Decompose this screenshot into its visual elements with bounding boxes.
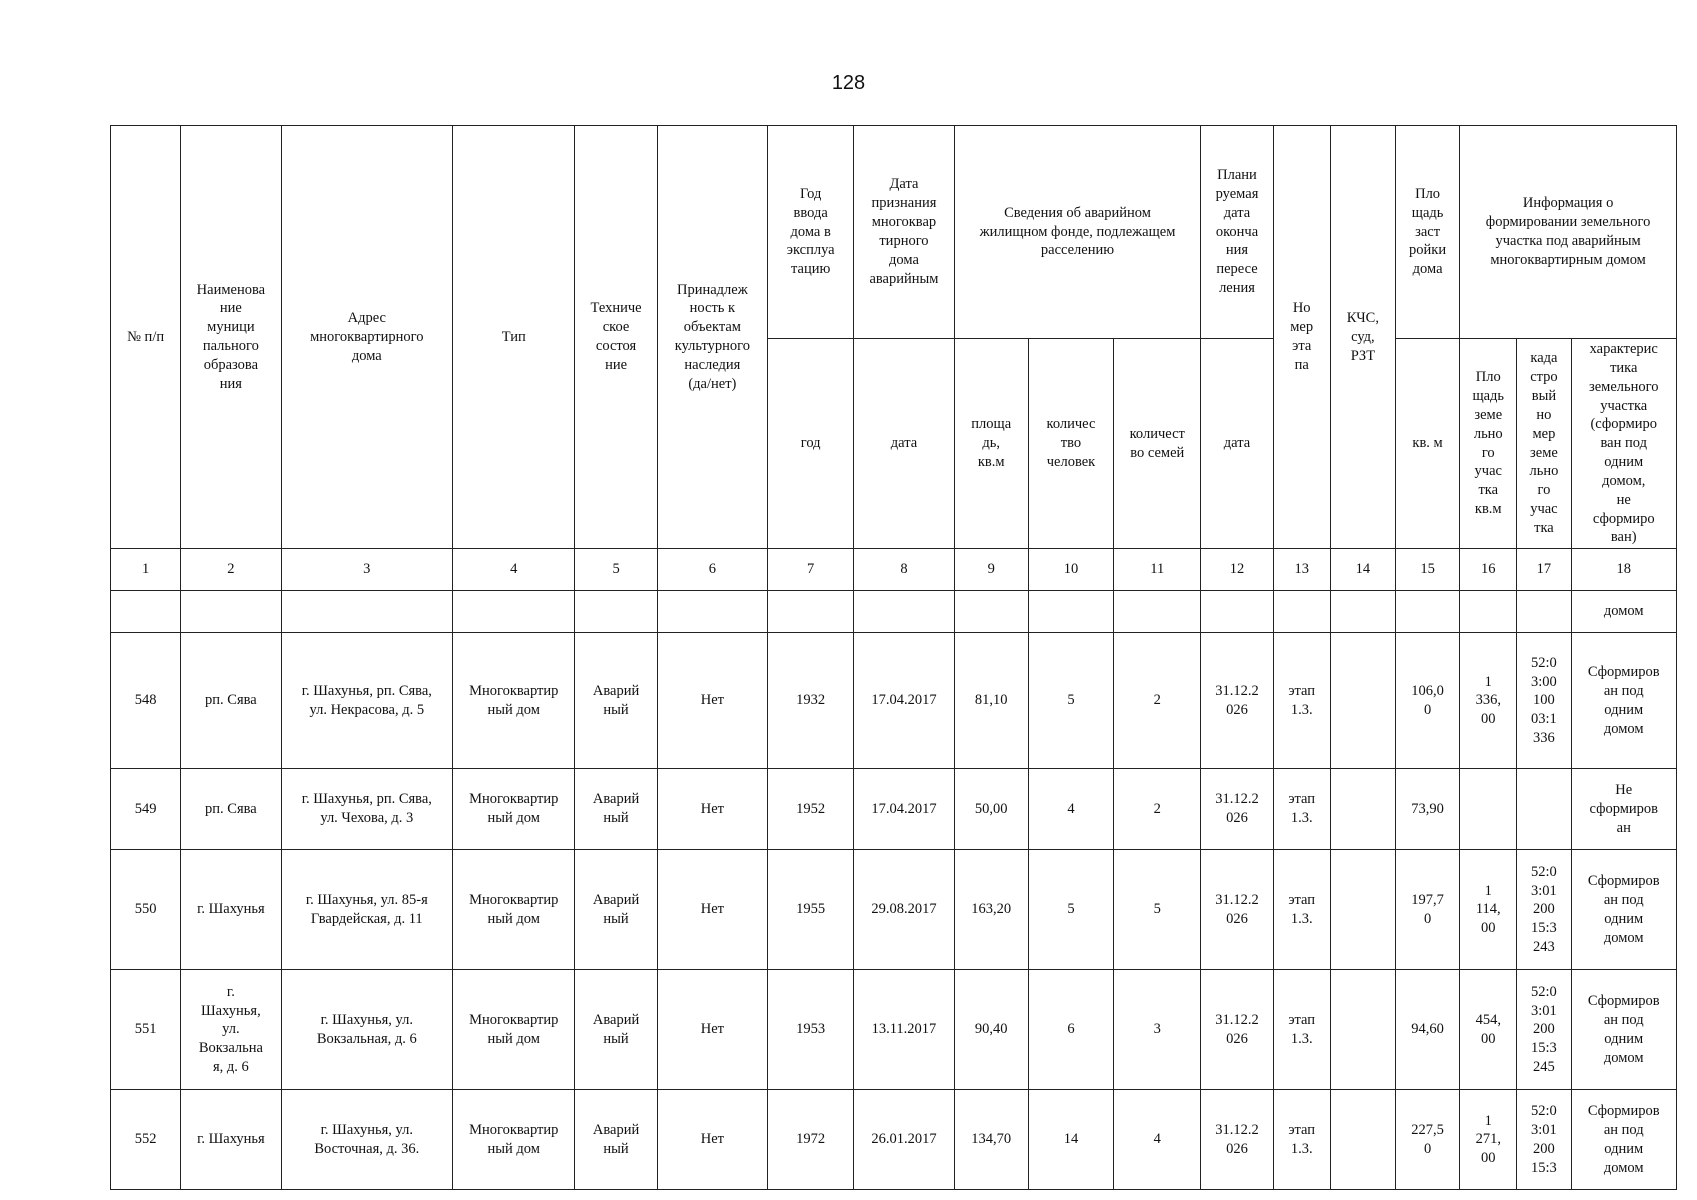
cell-people: 14 — [1028, 1090, 1113, 1190]
cell-planned-date: 31.12.2 026 — [1201, 1090, 1273, 1190]
header-housing-info: Сведения об аварийном жилищном фонде, подлежащем расселению — [954, 126, 1201, 339]
carry-cell — [657, 591, 767, 633]
cell-kchs — [1330, 850, 1395, 970]
cell-planned-date: 31.12.2 026 — [1201, 769, 1273, 850]
column-number: 16 — [1460, 549, 1517, 591]
header-row-main — [111, 126, 1677, 339]
table-row — [111, 1090, 1677, 1190]
header-kchs: КЧС, суд, РЗТ — [1330, 126, 1395, 549]
cell-land-characteristic: Сформиров ан под одним домом — [1571, 970, 1677, 1090]
header-address: Адрес многоквартирного дома — [281, 126, 453, 549]
cell-kchs — [1330, 1090, 1395, 1190]
carry-characteristic: домом — [1571, 591, 1677, 633]
header-land-characteristic: характерис тика земельного участка (сформиро ван под одним домом, не сформиро ван) — [1571, 339, 1677, 549]
cell-technical-state: Аварий ный — [575, 633, 657, 769]
column-number: 2 — [181, 549, 281, 591]
carry-over-row — [111, 591, 1677, 633]
column-number: 5 — [575, 549, 657, 591]
page-number: 128 — [831, 72, 866, 94]
cell-planned-date: 31.12.2 026 — [1201, 970, 1273, 1090]
column-number: 3 — [281, 549, 453, 591]
cell-address: г. Шахунья, ул. Вокзальная, д. 6 — [281, 970, 453, 1090]
cell-land-characteristic: Сформиров ан под одним домом — [1571, 850, 1677, 970]
cell-stage: этап 1.3. — [1273, 633, 1330, 769]
cell-municipality: г. Шахунья — [181, 850, 281, 970]
cell-area: 163,20 — [954, 850, 1028, 970]
cell-type: Многоквартир ный дом — [453, 970, 575, 1090]
cell-municipality: г. Шахунья, ул. Вокзальна я, д. 6 — [181, 970, 281, 1090]
cell-people: 5 — [1028, 850, 1113, 970]
column-number: 15 — [1395, 549, 1459, 591]
cell-stage: этап 1.3. — [1273, 850, 1330, 970]
cell-building-area: 94,60 — [1395, 970, 1459, 1090]
unit-families: количест во семей — [1114, 339, 1201, 549]
table-row — [111, 769, 1677, 850]
cell-technical-state: Аварий ный — [575, 1090, 657, 1190]
cell-cadastral-number: 52:0 3:01 200 15:3 243 — [1517, 850, 1571, 970]
column-number: 10 — [1028, 549, 1113, 591]
cell-address: г. Шахунья, рп. Сява, ул. Чехова, д. 3 — [281, 769, 453, 850]
cell-cadastral-number: 52:0 3:01 200 15:3 — [1517, 1090, 1571, 1190]
carry-cell — [111, 591, 181, 633]
unit-land-area: кв.м — [1474, 501, 1502, 518]
column-number: 14 — [1330, 549, 1395, 591]
cell-cultural-heritage: Нет — [657, 769, 767, 850]
cell-building-area: 73,90 — [1395, 769, 1459, 850]
cell-kchs — [1330, 633, 1395, 769]
column-number: 18 — [1571, 549, 1677, 591]
cell-land-area: 1 336, 00 — [1460, 633, 1517, 769]
cell-stage: этап 1.3. — [1273, 970, 1330, 1090]
cell-kchs — [1330, 769, 1395, 850]
cell-address: г. Шахунья, ул. Восточная, д. 36. — [281, 1090, 453, 1190]
header-building-area: Пло щадь заст ройки дома — [1395, 126, 1459, 339]
cell-technical-state: Аварий ный — [575, 850, 657, 970]
header-planned-date: Плани руемая дата оконча ния пересе ления — [1201, 126, 1273, 339]
cell-families: 2 — [1114, 633, 1201, 769]
cell-land-area: 454, 00 — [1460, 970, 1517, 1090]
column-number: 6 — [657, 549, 767, 591]
cell-type: Многоквартир ный дом — [453, 1090, 575, 1190]
cell-people: 6 — [1028, 970, 1113, 1090]
header-cadastral-number: када стро вый но мер земе льно го учас тка — [1517, 339, 1571, 549]
cell-type: Многоквартир ный дом — [453, 769, 575, 850]
header-stage-number: Но мер эта па — [1273, 126, 1330, 549]
cell-land-area — [1460, 769, 1517, 850]
column-number: 12 — [1201, 549, 1273, 591]
cell-row-number: 549 — [111, 769, 181, 850]
carry-cell — [1114, 591, 1201, 633]
cell-families: 5 — [1114, 850, 1201, 970]
header-type: Тип — [453, 126, 575, 549]
cell-families: 4 — [1114, 1090, 1201, 1190]
cell-area: 90,40 — [954, 970, 1028, 1090]
cell-recognition-date: 13.11.2017 — [854, 970, 954, 1090]
carry-cell — [575, 591, 657, 633]
cell-municipality: рп. Сява — [181, 769, 281, 850]
carry-cell — [181, 591, 281, 633]
column-number: 9 — [954, 549, 1028, 591]
cell-type: Многоквартир ный дом — [453, 850, 575, 970]
column-number: 13 — [1273, 549, 1330, 591]
cell-stage: этап 1.3. — [1273, 769, 1330, 850]
cell-area: 134,70 — [954, 1090, 1028, 1190]
carry-cell — [1028, 591, 1113, 633]
cell-year: 1972 — [768, 1090, 854, 1190]
cell-planned-date: 31.12.2 026 — [1201, 633, 1273, 769]
cell-land-area: 1 114, 00 — [1460, 850, 1517, 970]
table-row — [111, 633, 1677, 769]
cell-cadastral-number — [1517, 769, 1571, 850]
header-cultural-heritage: Принадлеж ность к объектам культурного наследия (да/нет) — [657, 126, 767, 549]
cell-building-area: 197,7 0 — [1395, 850, 1459, 970]
carry-cell — [954, 591, 1028, 633]
cell-year: 1955 — [768, 850, 854, 970]
cell-recognition-date: 17.04.2017 — [854, 633, 954, 769]
cell-recognition-date: 17.04.2017 — [854, 769, 954, 850]
column-number: 17 — [1517, 549, 1571, 591]
header-recognition-date: Дата признания многоквар тирного дома аварийным — [854, 126, 954, 339]
cell-municipality: рп. Сява — [181, 633, 281, 769]
cell-cultural-heritage: Нет — [657, 633, 767, 769]
cell-technical-state: Аварий ный — [575, 970, 657, 1090]
header-technical-state: Техниче ское состоя ние — [575, 126, 657, 549]
cell-people: 5 — [1028, 633, 1113, 769]
column-number: 7 — [768, 549, 854, 591]
table-row — [111, 970, 1677, 1090]
cell-people: 4 — [1028, 769, 1113, 850]
cell-cultural-heritage: Нет — [657, 1090, 767, 1190]
cell-land-characteristic: Сформиров ан под одним домом — [1571, 1090, 1677, 1190]
unit-area: площа дь, кв.м — [954, 339, 1028, 549]
cell-municipality: г. Шахунья — [181, 1090, 281, 1190]
cell-land-area: 1 271, 00 — [1460, 1090, 1517, 1190]
header-municipality: Наименова ние муници пального образова ния — [181, 126, 281, 549]
column-number: 8 — [854, 549, 954, 591]
cell-recognition-date: 26.01.2017 — [854, 1090, 954, 1190]
cell-address: г. Шахунья, ул. 85-я Гвардейская, д. 11 — [281, 850, 453, 970]
header-land-info: Информация о формировании земельного участка под аварийным многоквартирным домом — [1460, 126, 1677, 339]
cell-row-number: 548 — [111, 633, 181, 769]
carry-cell — [1395, 591, 1459, 633]
cell-stage: этап 1.3. — [1273, 1090, 1330, 1190]
column-number: 11 — [1114, 549, 1201, 591]
carry-cell — [1517, 591, 1571, 633]
cell-land-characteristic: Сформиров ан под одним домом — [1571, 633, 1677, 769]
cell-year: 1932 — [768, 633, 854, 769]
header-commission-year: Год ввода дома в эксплуа тацию — [768, 126, 854, 339]
carry-cell — [281, 591, 453, 633]
cell-row-number: 550 — [111, 850, 181, 970]
unit-building-area: кв. м — [1395, 339, 1459, 549]
unit-date: дата — [854, 339, 954, 549]
carry-cell — [768, 591, 854, 633]
cell-row-number: 552 — [111, 1090, 181, 1190]
column-number: 4 — [453, 549, 575, 591]
carry-cell — [1201, 591, 1273, 633]
carry-cell — [453, 591, 575, 633]
unit-people: количес тво человек — [1028, 339, 1113, 549]
cell-planned-date: 31.12.2 026 — [1201, 850, 1273, 970]
cell-kchs — [1330, 970, 1395, 1090]
cell-recognition-date: 29.08.2017 — [854, 850, 954, 970]
cell-row-number: 551 — [111, 970, 181, 1090]
cell-families: 2 — [1114, 769, 1201, 850]
cell-year: 1952 — [768, 769, 854, 850]
cell-cadastral-number: 52:0 3:00 100 03:1 336 — [1517, 633, 1571, 769]
cell-families: 3 — [1114, 970, 1201, 1090]
cell-cultural-heritage: Нет — [657, 850, 767, 970]
cell-building-area: 106,0 0 — [1395, 633, 1459, 769]
cell-address: г. Шахунья, рп. Сява, ул. Некрасова, д. 5 — [281, 633, 453, 769]
column-number-row — [111, 549, 1677, 591]
cell-land-characteristic: Не сформиров ан — [1571, 769, 1677, 850]
header-row-number: № п/п — [111, 126, 181, 549]
carry-cell — [1273, 591, 1330, 633]
cell-technical-state: Аварий ный — [575, 769, 657, 850]
emergency-housing-table — [110, 125, 1677, 1190]
column-number: 1 — [111, 549, 181, 591]
unit-year: год — [768, 339, 854, 549]
cell-cultural-heritage: Нет — [657, 970, 767, 1090]
cell-building-area: 227,5 0 — [1395, 1090, 1459, 1190]
cell-cadastral-number: 52:0 3:01 200 15:3 245 — [1517, 970, 1571, 1090]
cell-year: 1953 — [768, 970, 854, 1090]
cell-area: 81,10 — [954, 633, 1028, 769]
header-land-area-label: Пло щадь земе льно го учас тка — [1472, 369, 1505, 499]
table-row — [111, 850, 1677, 970]
carry-cell — [1460, 591, 1517, 633]
cell-type: Многоквартир ный дом — [453, 633, 575, 769]
carry-cell — [854, 591, 954, 633]
cell-area: 50,00 — [954, 769, 1028, 850]
unit-planned-date: дата — [1201, 339, 1273, 549]
header-land-area — [1460, 339, 1517, 549]
carry-cell — [1330, 591, 1395, 633]
